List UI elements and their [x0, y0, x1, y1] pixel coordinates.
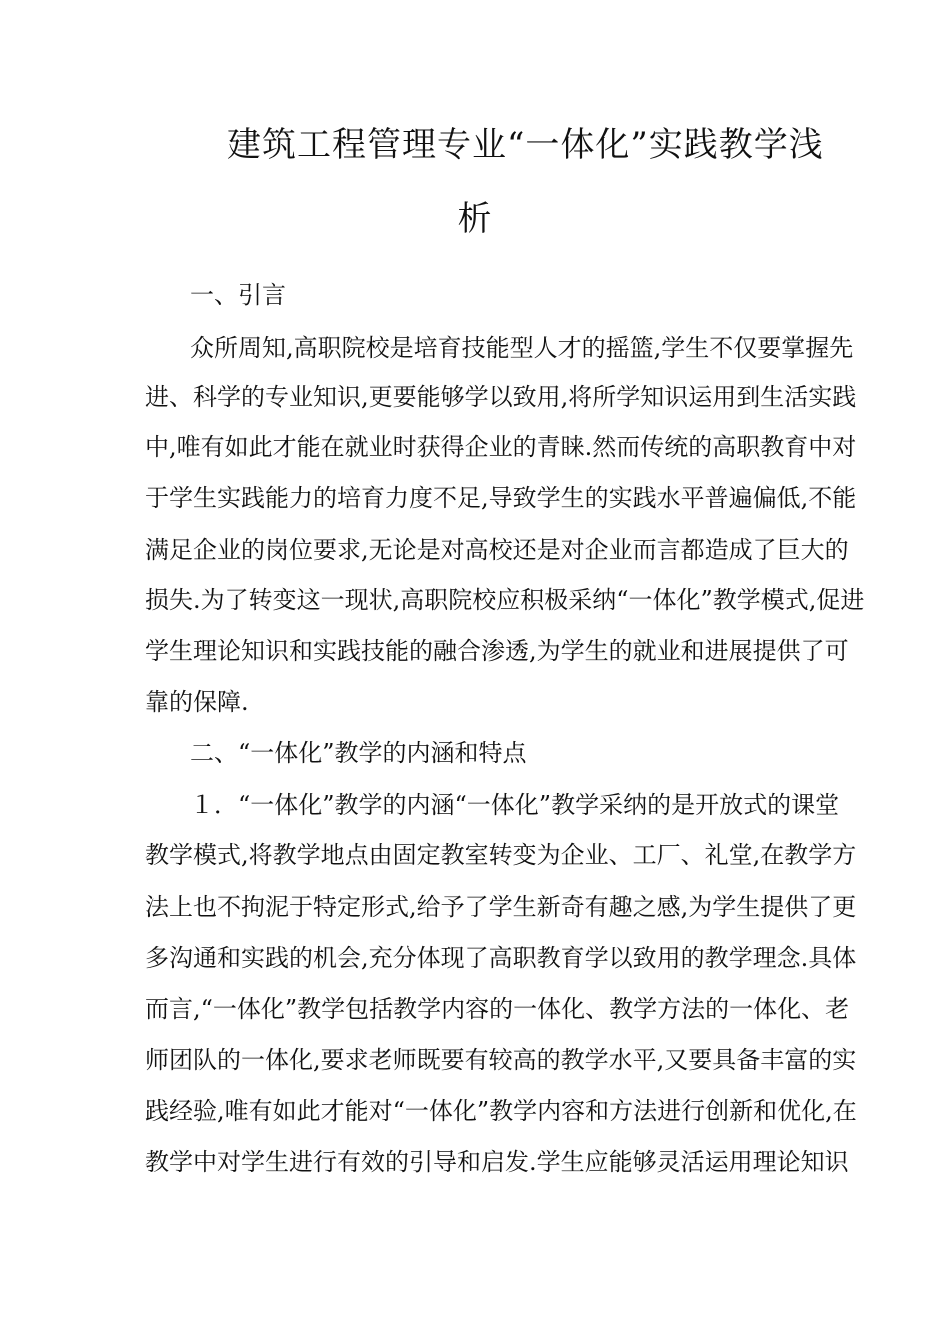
paragraph-line: 众所周知,高职院校是培育技能型人才的摇篮,学生不仅要掌握先	[190, 334, 854, 362]
paragraph-line: 而言,“一体化”教学包括教学内容的一体化、教学方法的一体化、老	[145, 995, 850, 1023]
paragraph-line: 损失.为了转变这一现状,高职院校应积极采纳“一体化”教学模式,促进	[145, 586, 865, 614]
paragraph-line: 靠的保障.	[145, 688, 249, 716]
section-heading-integration: 二、“一体化”教学的内涵和特点	[190, 739, 527, 767]
paragraph-line: 多沟通和实践的机会,充分体现了高职教育学以致用的教学理念.具体	[145, 944, 857, 972]
document-title-line-2: 析	[457, 199, 493, 239]
paragraph-line: 进、科学的专业知识,更要能够学以致用,将所学知识运用到生活实践	[145, 383, 857, 411]
paragraph-line: 满足企业的岗位要求,无论是对高校还是对企业而言都造成了巨大的	[145, 536, 849, 564]
paragraph-line: 于学生实践能力的培育力度不足,导致学生的实践水平普遍偏低,不能	[145, 484, 857, 512]
paragraph-line: １．“一体化”教学的内涵“一体化”教学采纳的是开放式的课堂	[190, 791, 840, 819]
paragraph-line: 师团队的一体化,要求老师既要有较高的教学水平,又要具备丰富的实	[145, 1046, 857, 1074]
section-heading-introduction: 一、引言	[190, 281, 286, 309]
paragraph-line: 教学模式,将教学地点由固定教室转变为企业、工厂、礼堂,在教学方	[145, 841, 857, 869]
paragraph-line: 践经验,唯有如此才能对“一体化”教学内容和方法进行创新和优化,在	[145, 1097, 857, 1125]
paragraph-line: 教学中对学生进行有效的引导和启发.学生应能够灵活运用理论知识	[145, 1148, 849, 1176]
paragraph-line: 法上也不拘泥于特定形式,给予了学生新奇有趣之感,为学生提供了更	[145, 893, 857, 921]
paragraph-line: 中,唯有如此才能在就业时获得企业的青睐.然而传统的高职教育中对	[145, 433, 857, 461]
document-title-line-1: 建筑工程管理专业“一体化”实践教学浅	[227, 125, 824, 165]
paragraph-line: 学生理论知识和实践技能的融合渗透,为学生的就业和进展提供了可	[145, 637, 849, 665]
